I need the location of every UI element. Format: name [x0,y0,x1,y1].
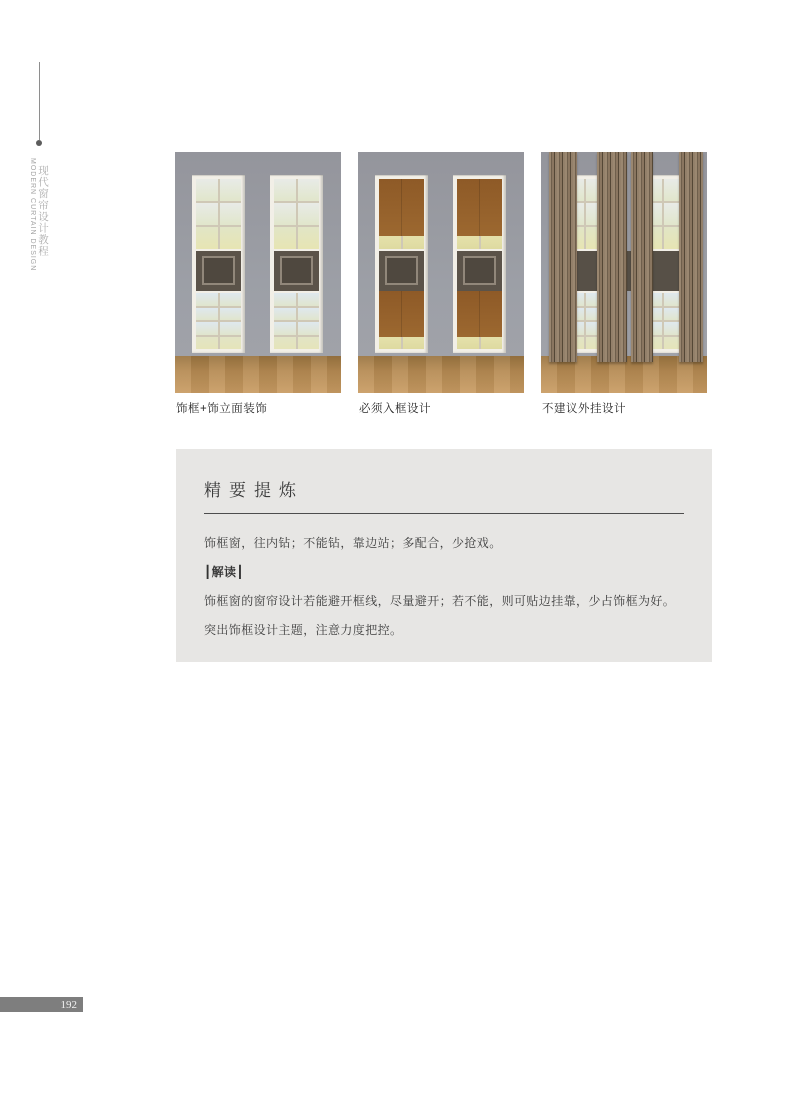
window-grille-bottom [274,293,319,349]
glass-strip [457,337,502,349]
window-grille-top [274,179,319,249]
roller-shade [457,179,502,236]
curtain-panel [679,152,703,362]
window-illustration [375,175,428,353]
sidebar-title [29,150,51,271]
figure-caption: 必须入框设计 [359,403,431,415]
figure-caption: 不建议外挂设计 [542,403,626,415]
wood-floor [175,356,341,393]
figure-frame-facade [175,152,341,393]
figure-caption: 饰框+饰立面装饰 [176,403,268,415]
window-illustration [192,175,245,353]
summary-paragraph: 饰框窗的窗帘设计若能避开框线，尽量避开；若不能，则可贴边挂靠，少占饰框为好。 [204,594,676,608]
summary-divider [204,513,684,514]
window-illustration [270,175,323,353]
summary-title: 精要提炼 [204,481,304,500]
roller-shade [457,291,502,337]
spandrel-panel [379,251,424,291]
figure-outside-hung-curtain [541,152,707,393]
spandrel-panel [274,251,319,291]
window-illustration [453,175,506,353]
window-grille-top [196,179,241,249]
summary-box [176,449,712,662]
glass-strip [379,337,424,349]
spandrel-panel [196,251,241,291]
sidebar-title-chinese: 现代窗帘设计教程 [37,164,49,257]
sidebar-rule-line [39,62,40,140]
sidebar-title-english: MODERN CURTAIN DESIGN [29,158,36,272]
roller-shade [379,291,424,337]
summary-interpret-label: ┃解读┃ [204,565,245,579]
page-number: 192 [60,998,77,1011]
glass-strip [379,236,424,249]
curtain-panel [631,152,653,362]
curtain-panel [549,152,577,362]
window-grille-bottom [196,293,241,349]
spandrel-panel [457,251,502,291]
summary-slogan: 饰框窗，往内钻；不能钻，靠边站；多配合，少抢戏。 [204,536,502,550]
page-number-bar [0,997,83,1012]
summary-paragraph: 突出饰框设计主题，注意力度把控。 [204,623,403,637]
curtain-panel [597,152,627,362]
roller-shade [379,179,424,236]
figure-in-frame-shade [358,152,524,393]
sidebar-rule-dot [36,140,42,146]
wood-floor [358,356,524,393]
glass-strip [457,236,502,249]
